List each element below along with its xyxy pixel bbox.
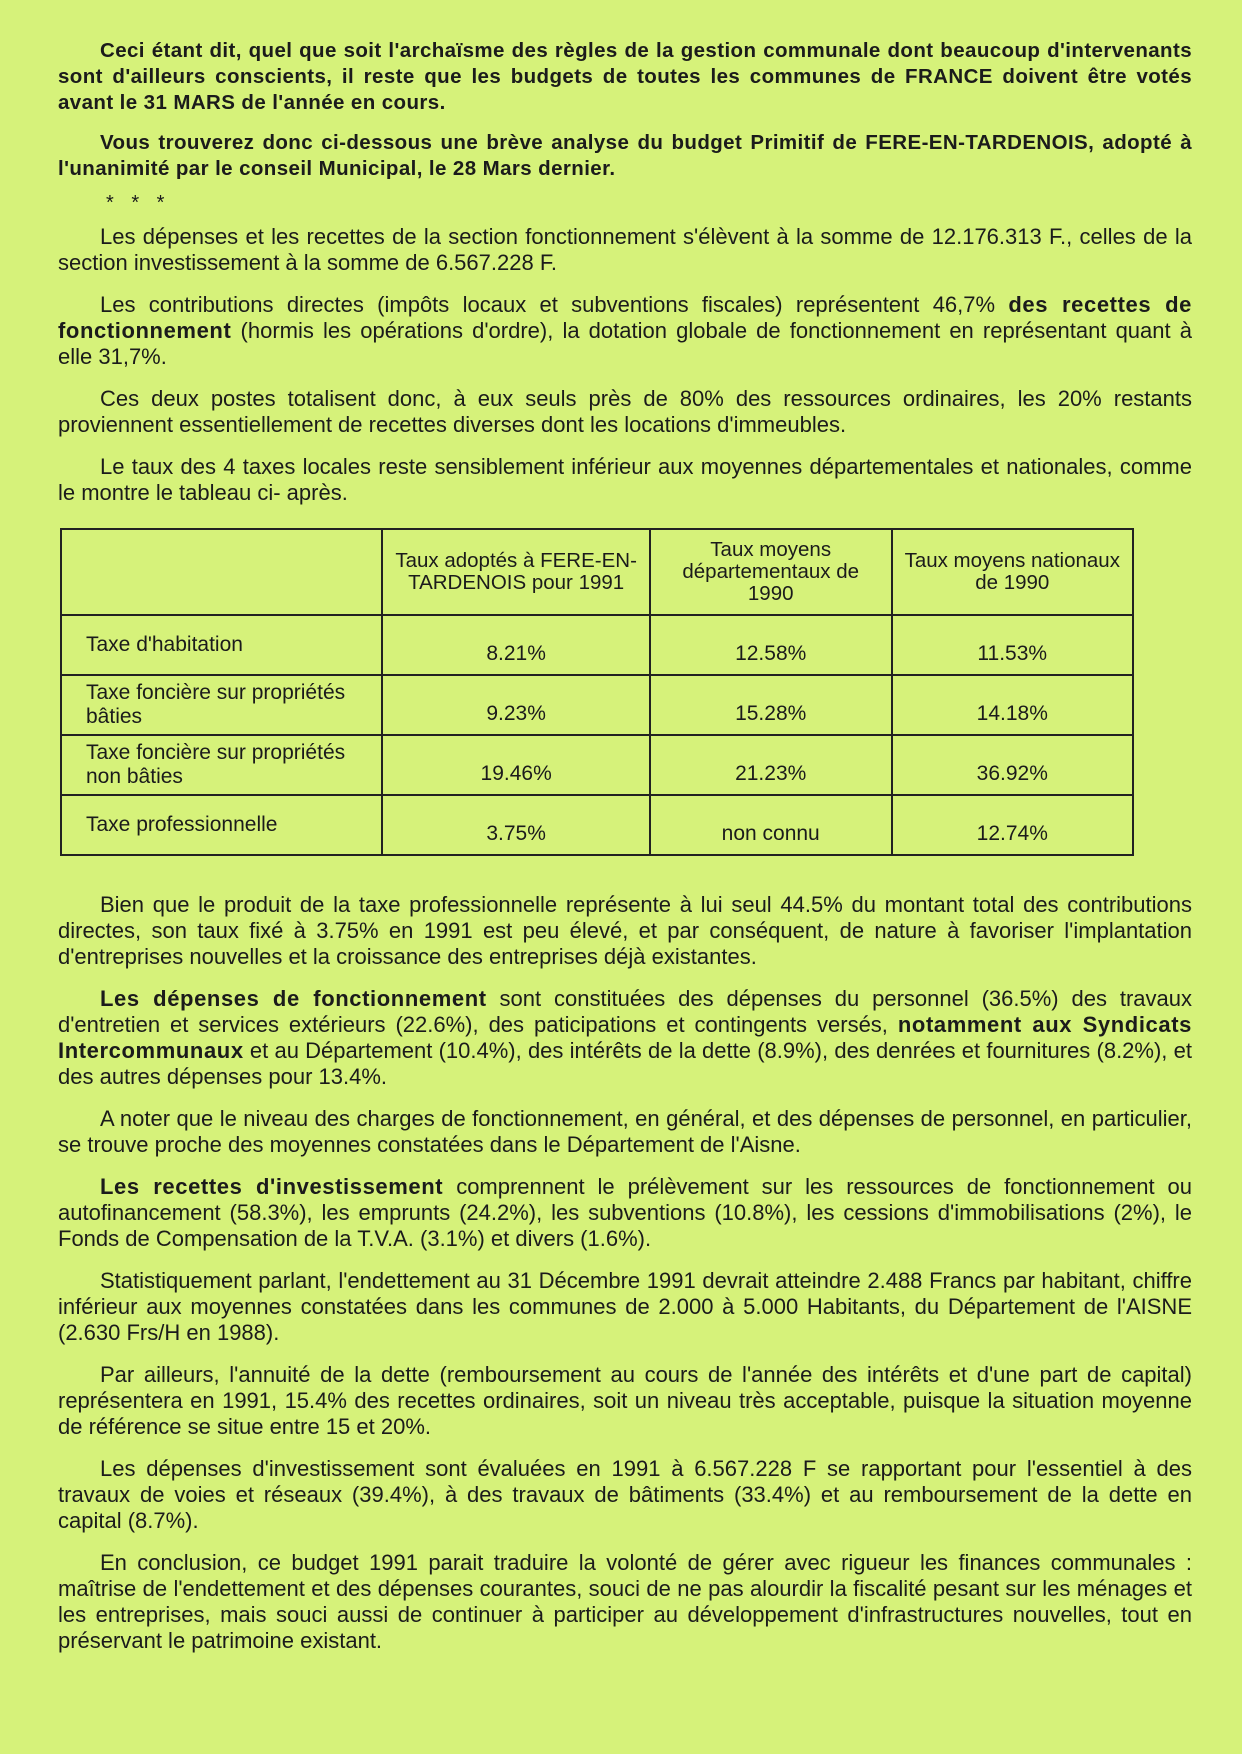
emphasis-syndicats: notamment aux Syndicats Intercommunaux	[58, 1012, 1192, 1063]
table-header-fere: Taux adoptés à FERE-EN-TARDENOIS pour 1991	[382, 529, 649, 615]
paragraph-endettement: Statistiquement parlant, l'endettement au 31 Décembre 1991 devrait atteindre 2.488 Francs par habitant, chiffre inférieur aux moyennes constatées dans les communes de 2.000 à 5.000 Habitants, du Département de l'AISNE (2.630 Frs/H en 1988).	[58, 1268, 1192, 1345]
paragraph-contributions: Les contributions directes (impôts locaux et subventions fiscales) représentent 46,7% des recettes de fonctionnement (hormis les opérations d'ordre), la dotation globale de fonctionnement en représentant quant à elle 31,7%.	[58, 292, 1192, 369]
cell-dept: 15.28%	[650, 675, 892, 735]
paragraph-conclusion: En conclusion, ce budget 1991 parait traduire la volonté de gérer avec rigueur les finances communales : maîtrise de l'endettement et des dépenses courantes, souci de ne pas alourdir la fiscalité pesant sur les ménages et les entreprises, mais souci aussi de continuer à participer au développement d'infrastructures nouvelles, tout en préservant le patrimoine existant.	[58, 1550, 1192, 1653]
cell-fere: 8.21%	[382, 615, 649, 675]
row-label: Taxe foncière sur propriétés bâties	[61, 675, 382, 735]
cell-fere: 9.23%	[382, 675, 649, 735]
row-label: Taxe professionnelle	[61, 795, 382, 855]
table-header-empty	[61, 529, 382, 615]
cell-nat: 36.92%	[892, 735, 1133, 795]
table-header-dept: Taux moyens départementaux de 1990	[650, 529, 892, 615]
section-separator: * * *	[106, 192, 171, 214]
cell-nat: 12.74%	[892, 795, 1133, 855]
paragraph-charges: A noter que le niveau des charges de fonctionnement, en général, et des dépenses de personnel, en particulier, se trouve proche des moyennes constatées dans le Département de l'Aisne.	[58, 1106, 1192, 1157]
cell-dept: non connu	[650, 795, 892, 855]
cell-dept: 21.23%	[650, 735, 892, 795]
table-row	[61, 615, 1133, 675]
paragraph-recettes-investissement: Les recettes d'investissement comprennent le prélèvement sur les ressources de fonctionnement ou autofinancement (58.3%), les emprunts (24.2%), les subventions (10.8%), les cessions d'immobilisations (2%), le Fonds de Compensation de la T.V.A. (3.1%) et divers (1.6%).	[58, 1174, 1192, 1251]
intro-paragraph: Ceci étant dit, quel que soit l'archaïsme des règles de la gestion communale dont beaucoup d'intervenants sont d'ailleurs conscients, il reste que les budgets de toutes les communes de FRANCE doivent être votés avant le 31 MARS de l'année en cours.	[58, 39, 1192, 114]
cell-nat: 11.53%	[892, 615, 1133, 675]
table-header-row	[61, 529, 1133, 615]
row-label: Taxe foncière sur propriétés non bâties	[61, 735, 382, 795]
emphasis-recettes-investissement: Les recettes d'investissement	[100, 1174, 444, 1199]
cell-fere: 19.46%	[382, 735, 649, 795]
tax-rates-table	[60, 528, 1134, 856]
table-row	[61, 675, 1133, 735]
row-label: Taxe d'habitation	[61, 615, 382, 675]
table-row	[61, 795, 1133, 855]
emphasis-depenses: Les dépenses de fonctionnement	[100, 986, 487, 1011]
paragraph-taxe-professionnelle: Bien que le produit de la taxe professionnelle représente à lui seul 44.5% du montant total des contributions directes, son taux fixé à 3.75% en 1991 est peu élevé, et par conséquent, de nature à favoriser l'implantation d'entreprises nouvelles et la croissance des entreprises déjà existantes.	[58, 892, 1192, 969]
cell-dept: 12.58%	[650, 615, 892, 675]
paragraph-annuite: Par ailleurs, l'annuité de la dette (remboursement au cours de l'année des intérêts et d'une part de capital) représentera en 1991, 15.4% des recettes ordinaires, soit un niveau très acceptable, puisque la situation moyenne de référence se situe entre 15 et 20%.	[58, 1362, 1192, 1439]
paragraph-totals: Les dépenses et les recettes de la section fonctionnement s'élèvent à la somme de 12.176.313 F., celles de la section investissement à la somme de 6.567.228 F.	[58, 224, 1192, 275]
paragraph-depenses-fonctionnement: Les dépenses de fonctionnement sont constituées des dépenses du personnel (36.5%) des travaux d'entretien et services extérieurs (22.6%), des paticipations et contingents versés, notamment aux Syndicats Intercommunaux et au Département (10.4%), des intérêts de la dette (8.9%), des denrées et fournitures (8.2%), et des autres dépenses pour 13.4%.	[58, 986, 1192, 1089]
intro-budget-paragraph: Vous trouverez donc ci-dessous une brève analyse du budget Primitif de FERE-EN-TARDENOIS, adopté à l'unanimité par le conseil Municipal, le 28 Mars dernier.	[58, 131, 1192, 180]
paragraph-taux-intro: Le taux des 4 taxes locales reste sensiblement inférieur aux moyennes départementales et nationales, comme le montre le tableau ci- après.	[58, 454, 1192, 505]
emphasis-recettes: des recettes de fonctionnement	[58, 292, 1192, 343]
cell-fere: 3.75%	[382, 795, 649, 855]
cell-nat: 14.18%	[892, 675, 1133, 735]
table-row	[61, 735, 1133, 795]
paragraph-ressources: Ces deux postes totalisent donc, à eux seuls près de 80% des ressources ordinaires, les 20% restants proviennent essentiellement de recettes diverses dont les locations d'immeubles.	[58, 386, 1192, 437]
paragraph-depenses-investissement: Les dépenses d'investissement sont évaluées en 1991 à 6.567.228 F se rapportant pour l'essentiel à des travaux de voies et réseaux (39.4%), à des travaux de bâtiments (33.4%) et au remboursement de la dette en capital (8.7%).	[58, 1456, 1192, 1533]
table-header-nat: Taux moyens nationaux de 1990	[892, 529, 1133, 615]
